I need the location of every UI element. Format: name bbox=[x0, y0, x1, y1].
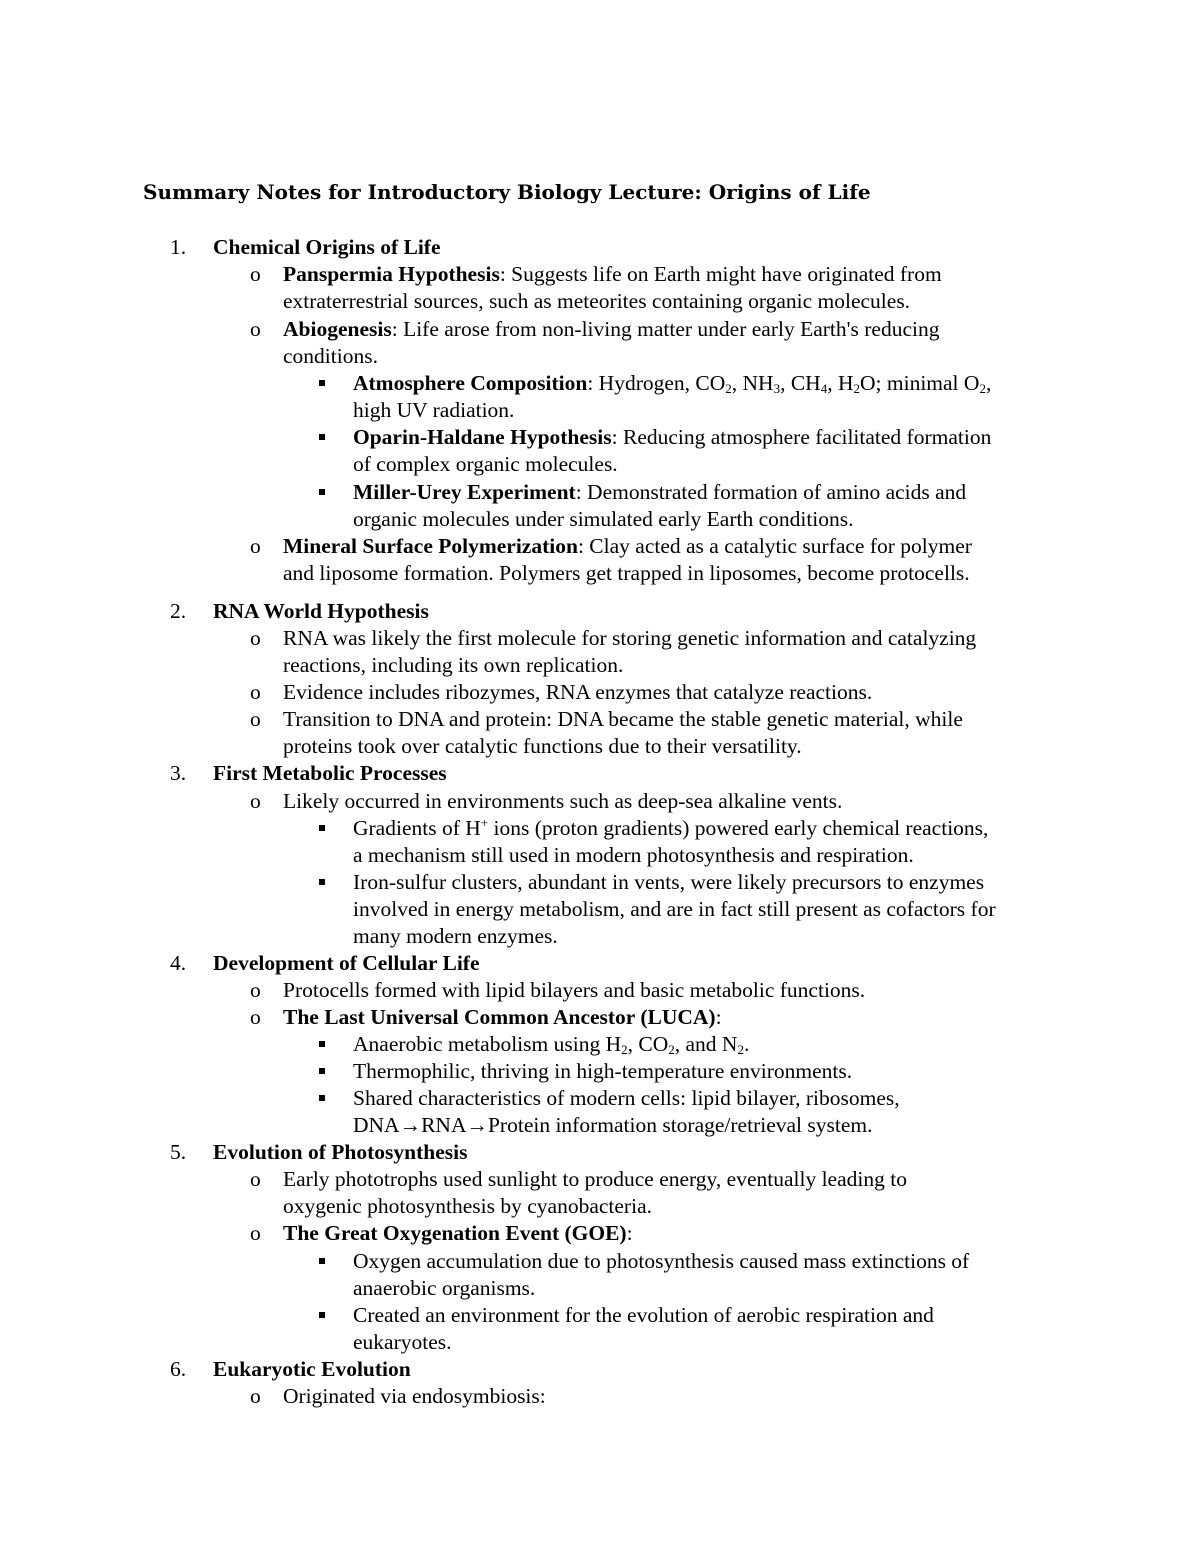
heading-text: Evolution of Photosynthesis bbox=[213, 1140, 468, 1164]
endosymbiosis-item: Originated via endosymbiosis: bbox=[283, 1384, 546, 1408]
section-heading-6 bbox=[213, 1356, 411, 1383]
text: : bbox=[715, 1005, 722, 1029]
rna-item-3: Transition to DNA and protein: DNA became the stable genetic material, while bbox=[283, 707, 963, 731]
heading-text: Chemical Origins of Life bbox=[213, 235, 441, 259]
text: : bbox=[626, 1221, 633, 1245]
item-text: : Clay acted as a catalytic surface for polymer bbox=[577, 534, 972, 558]
heading-text: Development of Cellular Life bbox=[213, 951, 480, 975]
rna-item-3-cont: proteins took over catalytic functions due to their versatility. bbox=[283, 734, 802, 758]
item-text: : Demonstrated formation of amino acids and bbox=[575, 480, 967, 504]
oxygen-accumulation-item: Oxygen accumulation due to photosynthesis caused mass extinctions of bbox=[353, 1249, 970, 1273]
square-bullet-icon bbox=[319, 1068, 325, 1074]
aerobic-item: Created an environment for the evolution of aerobic respiration and bbox=[353, 1303, 934, 1327]
circle-bullet: o bbox=[250, 1221, 261, 1245]
panspermia-item-cont: extraterrestrial sources, such as meteorites containing organic molecules. bbox=[283, 289, 911, 313]
text: : Hydrogen, CO bbox=[587, 371, 726, 395]
circle-bullet: o bbox=[250, 1005, 261, 1029]
item-text: : Reducing atmosphere facilitated formation bbox=[611, 425, 992, 449]
subscript: 2 bbox=[668, 1042, 675, 1057]
square-bullet-icon bbox=[319, 489, 325, 495]
iron-sulfur-item-cont-1: involved in energy metabolism, and are in fact still present as cofactors for bbox=[353, 897, 996, 921]
circle-bullet: o bbox=[250, 626, 261, 650]
text: , bbox=[985, 371, 992, 395]
text: , CO bbox=[627, 1032, 669, 1056]
circle-bullet: o bbox=[250, 534, 261, 558]
miller-item-cont: organic molecules under simulated early Earth conditions. bbox=[353, 507, 854, 531]
text: , CH bbox=[780, 371, 821, 395]
list-number-3: 3. bbox=[170, 761, 187, 785]
term: Miller-Urey Experiment bbox=[353, 480, 576, 504]
section-heading-2 bbox=[213, 598, 429, 625]
square-bullet-icon bbox=[319, 1258, 325, 1264]
subscript: 2 bbox=[853, 381, 860, 396]
section-heading-4 bbox=[213, 950, 480, 977]
subscript: 2 bbox=[725, 381, 732, 396]
term: Mineral Surface Polymerization bbox=[283, 534, 578, 558]
miller-item bbox=[353, 479, 966, 506]
term: Abiogenesis bbox=[283, 317, 392, 341]
circle-bullet: o bbox=[250, 1384, 261, 1408]
section-heading-3 bbox=[213, 760, 447, 787]
iron-sulfur-item-cont-2: many modern enzymes. bbox=[353, 924, 558, 948]
subscript: 4 bbox=[820, 381, 828, 396]
list-number-6: 6. bbox=[170, 1357, 187, 1381]
gradients-item bbox=[353, 815, 988, 842]
anaerobic-item bbox=[353, 1031, 749, 1058]
circle-bullet: o bbox=[250, 680, 261, 704]
subscript: 3 bbox=[773, 381, 781, 396]
goe-item bbox=[283, 1220, 633, 1247]
heading-text: First Metabolic Processes bbox=[213, 761, 447, 785]
text: The bbox=[283, 1005, 325, 1029]
text: , H bbox=[827, 371, 854, 395]
section-heading-1 bbox=[213, 234, 441, 261]
list-number-4: 4. bbox=[170, 951, 187, 975]
mineral-item bbox=[283, 533, 972, 560]
term: Atmosphere Composition bbox=[353, 371, 588, 395]
text: Anaerobic metabolism using H bbox=[353, 1032, 622, 1056]
term: Oparin-Haldane Hypothesis bbox=[353, 425, 612, 449]
oparin-item-cont: of complex organic molecules. bbox=[353, 452, 618, 476]
shared-characteristics-item-cont: DNA→RNA→Protein information storage/retrieval system. bbox=[353, 1113, 873, 1137]
list-number-1: 1. bbox=[170, 235, 187, 259]
rna-item-2: Evidence includes ribozymes, RNA enzymes that catalyze reactions. bbox=[283, 680, 873, 704]
square-bullet-icon bbox=[319, 1041, 325, 1047]
subscript: 2 bbox=[737, 1042, 744, 1057]
circle-bullet: o bbox=[250, 978, 261, 1002]
atmosphere-item bbox=[353, 370, 991, 397]
item-text: : Suggests life on Earth might have originated from bbox=[499, 262, 942, 286]
rna-item-1: RNA was likely the first molecule for storing genetic information and catalyzing bbox=[283, 626, 977, 650]
shared-characteristics-item: Shared characteristics of modern cells: lipid bilayer, ribosomes, bbox=[353, 1086, 900, 1110]
text: , NH bbox=[731, 371, 774, 395]
luca-item bbox=[283, 1004, 722, 1031]
subscript: 2 bbox=[621, 1042, 628, 1057]
text: ions (proton gradients) powered early chemical reactions, bbox=[488, 816, 989, 840]
phototrophs-item-cont: oxygenic photosynthesis by cyanobacteria. bbox=[283, 1194, 652, 1218]
circle-bullet: o bbox=[250, 262, 261, 286]
atmosphere-item-cont: high UV radiation. bbox=[353, 398, 515, 422]
abiogenesis-item-cont: conditions. bbox=[283, 344, 378, 368]
circle-bullet: o bbox=[250, 707, 261, 731]
term: Panspermia Hypothesis bbox=[283, 262, 500, 286]
thermophilic-item: Thermophilic, thriving in high-temperature environments. bbox=[353, 1059, 853, 1083]
heading-text: Eukaryotic Evolution bbox=[213, 1357, 411, 1381]
panspermia-item bbox=[283, 261, 942, 288]
term: Last Universal Common Ancestor (LUCA) bbox=[324, 1005, 716, 1029]
section-heading-5 bbox=[213, 1139, 467, 1166]
oparin-item bbox=[353, 424, 991, 451]
square-bullet-icon bbox=[319, 380, 325, 386]
heading-text: RNA World Hypothesis bbox=[213, 599, 429, 623]
rna-item-1-cont: reactions, including its own replication. bbox=[283, 653, 624, 677]
text: The bbox=[283, 1221, 325, 1245]
cellular-item-1: Protocells formed with lipid bilayers and basic metabolic functions. bbox=[283, 978, 866, 1002]
circle-bullet: o bbox=[250, 789, 261, 813]
text: . bbox=[743, 1032, 750, 1056]
superscript: + bbox=[480, 815, 489, 830]
aerobic-item-cont: eukaryotes. bbox=[353, 1330, 452, 1354]
text: O; minimal O bbox=[860, 371, 980, 395]
abiogenesis-item bbox=[283, 316, 939, 343]
list-number-5: 5. bbox=[170, 1140, 187, 1164]
square-bullet-icon bbox=[319, 825, 325, 831]
circle-bullet: o bbox=[250, 317, 261, 341]
circle-bullet: o bbox=[250, 1167, 261, 1191]
mineral-item-cont: and liposome formation. Polymers get trapped in liposomes, become protocells. bbox=[283, 561, 970, 585]
text: , and N bbox=[674, 1032, 738, 1056]
text: Gradients of H bbox=[353, 816, 481, 840]
page-title: Summary Notes for Introductory Biology Lecture: Origins of Life bbox=[143, 180, 871, 204]
iron-sulfur-item: Iron-sulfur clusters, abundant in vents, were likely precursors to enzymes bbox=[353, 870, 985, 894]
square-bullet-icon bbox=[319, 1312, 325, 1318]
square-bullet-icon bbox=[319, 434, 325, 440]
subscript: 2 bbox=[979, 381, 986, 396]
gradients-item-cont: a mechanism still used in modern photosynthesis and respiration. bbox=[353, 843, 914, 867]
item-text: : Life arose from non-living matter under early Earth's reducing bbox=[391, 317, 940, 341]
phototrophs-item: Early phototrophs used sunlight to produce energy, eventually leading to bbox=[283, 1167, 907, 1191]
list-number-2: 2. bbox=[170, 599, 187, 623]
oxygen-accumulation-item-cont: anaerobic organisms. bbox=[353, 1276, 536, 1300]
term: Great Oxygenation Event (GOE) bbox=[324, 1221, 627, 1245]
metabolic-item-1: Likely occurred in environments such as deep-sea alkaline vents. bbox=[283, 789, 843, 813]
square-bullet-icon bbox=[319, 1095, 325, 1101]
square-bullet-icon bbox=[319, 879, 325, 885]
